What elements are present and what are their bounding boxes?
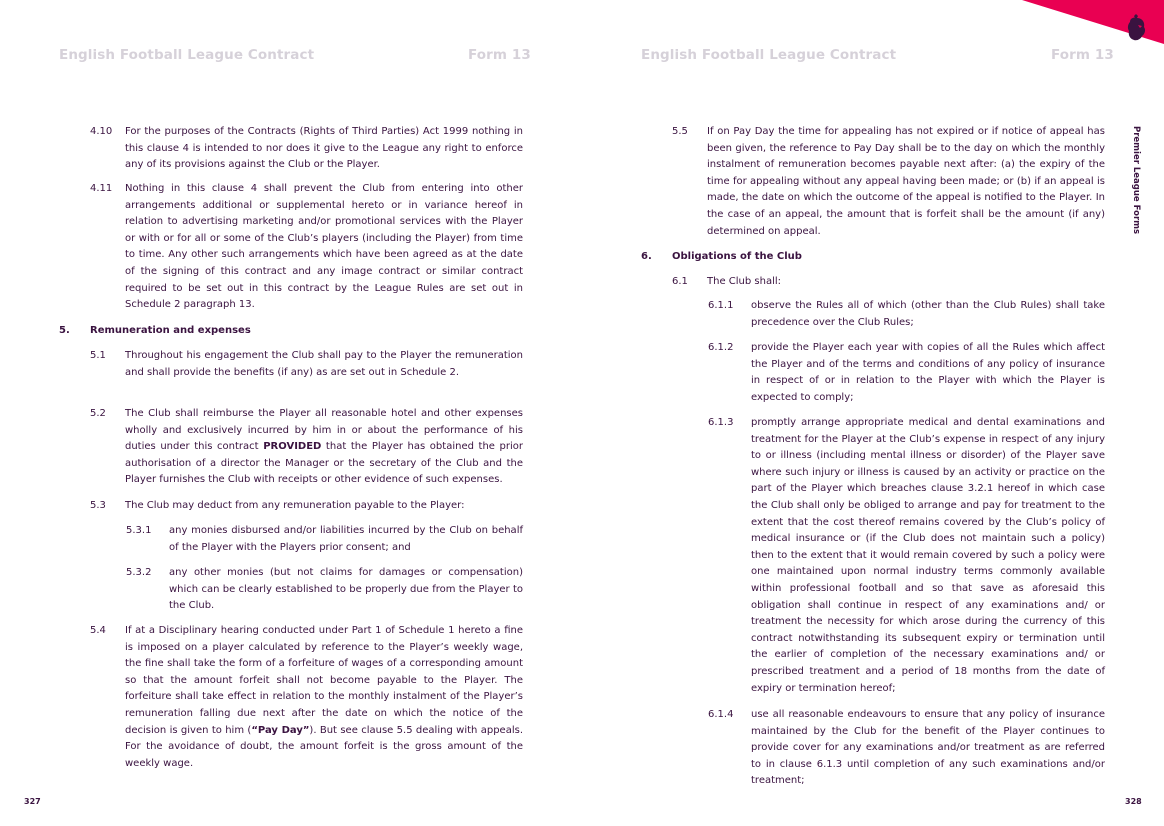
section-number: 5. [59, 325, 70, 336]
clause-4-10 [90, 124, 523, 174]
clause-5-3-2 [126, 565, 523, 615]
clause-number: 5.4 [90, 625, 106, 636]
premier-league-lion-icon [1124, 14, 1148, 42]
clause-number: 4.10 [90, 126, 113, 137]
section-number: 6. [641, 251, 652, 262]
clause-5-4 [90, 623, 523, 772]
clause-number: 6.1.1 [708, 300, 734, 311]
clause-text: The Club shall reimburse the Player all reasonable hotel and other expenses wholly and exclusively incurred by him in or about the performance of his duties under this contract PROVIDED that the Player has obtained the prior authorisation of a director the Manager or the secretary of the Club and the Player furnishes the Club with receipts or other evidence of such expenses. [125, 408, 523, 486]
clause-4-11 [90, 181, 523, 314]
clause-text: provide the Player each year with copies of all the Rules which affect the Player and of the terms and conditions of any policy of insurance in respect of or in relation to the Player with which the Player is expected to comply; [751, 342, 1105, 403]
clause-text: If on Pay Day the time for appealing has not expired or if notice of appeal has been given, the reference to Pay Day shall be to the day on which the monthly instalment of remuneration becomes payable next after: (a) the expiry of the time for appealing without any appeal having been made; or (b) if an appeal is made, the date on which the outcome of the appeal is notified to the Player. In the case of an appeal, the amount that is forfeit shall be the amount (if any) determined on appeal. [707, 126, 1105, 237]
clause-5-2 [90, 406, 523, 489]
clause-text: Throughout his engagement the Club shall pay to the Player the remuneration and shall provide the benefits (if any) as are set out in Schedule 2. [125, 350, 523, 378]
clause-text: The Club shall: [707, 276, 782, 287]
clause-number: 6.1.2 [708, 342, 734, 353]
clause-text: If at a Disciplinary hearing conducted under Part 1 of Schedule 1 hereto a fine is imposed on a player calculated by reference to the Player’s weekly wage, the fine shall take the form of a forfeiture of wages of a corresponding amount so that the amount forfeit shall not become payable to the Player. The forfeiture shall take effect in relation to the monthly instalment of the Player’s remuneration falling due next after the date on which the notice of the decision is given to him (“Pay Day”). But see clause 5.5 dealing with appeals. For the avoidance of doubt, the amount forfeit is the gross amount of the weekly wage. [125, 625, 523, 769]
page-number-left: 327 [24, 797, 41, 806]
left-header-title: English Football League Contract [59, 47, 315, 63]
clause-text: The Club may deduct from any remuneration payable to the Player: [125, 500, 465, 511]
clause-text: use all reasonable endeavours to ensure that any policy of insurance maintained by the Club for the benefit of the Player continues to provide cover for any examinations and/or treatment as are referred to in clause 6.1.3 until completion of any such examinations and/or treatment; [751, 709, 1105, 787]
sidebar-label: Premier League Forms [1131, 126, 1141, 235]
clause-6-1-1 [708, 298, 1105, 331]
page-number-right: 328 [1125, 797, 1142, 806]
section-5-heading [59, 323, 523, 340]
clause-number: 6.1.3 [708, 417, 734, 428]
clause-5-3-1 [126, 523, 523, 556]
clause-text: any other monies (but not claims for damages or compensation) which can be clearly established to be properly due from the Player to the Club. [169, 567, 523, 612]
clause-number: 5.3.2 [126, 567, 152, 578]
section-title: Remuneration and expenses [90, 325, 251, 336]
section-title: Obligations of the Club [672, 251, 802, 262]
clause-5-3 [90, 498, 523, 515]
clause-text: any monies disbursed and/or liabilities incurred by the Club on behalf of the Player with the Players prior consent; and [169, 525, 523, 553]
clause-6-1-4 [708, 707, 1105, 790]
clause-number: 5.5 [672, 126, 688, 137]
clause-number: 5.2 [90, 408, 106, 419]
clause-6-1 [672, 274, 1105, 291]
clause-text: Nothing in this clause 4 shall prevent the Club from entering into other arrangements additional or supplemental hereto or in variance hereof in relation to advertising marketing and/or promotional services with the Player or with or for all or some of the Club’s players (including the Player) from time to time. Any other such arrangements which have been agreed as at the date of the signing of this contract and any image contract or similar contract required to be set out in this contract by the League Rules are set out in Schedule 2 paragraph 13. [125, 183, 523, 311]
right-header-form: Form 13 [1051, 47, 1114, 63]
clause-number: 5.1 [90, 350, 106, 361]
left-header-form: Form 13 [468, 47, 531, 63]
clause-number: 6.1 [672, 276, 688, 287]
clause-6-1-2 [708, 340, 1105, 406]
clause-6-1-3 [708, 415, 1105, 697]
clause-number: 6.1.4 [708, 709, 734, 720]
section-6-heading [641, 249, 1105, 266]
clause-text: For the purposes of the Contracts (Rights of Third Parties) Act 1999 nothing in this clause 4 is intended to nor does it give to the League any right to enforce any of its provisions against the Club or the Player. [125, 126, 523, 171]
clause-5-5 [672, 124, 1105, 240]
clause-number: 5.3.1 [126, 525, 152, 536]
clause-number: 4.11 [90, 183, 113, 194]
right-header-title: English Football League Contract [641, 47, 897, 63]
clause-5-1 [90, 348, 523, 381]
clause-text: promptly arrange appropriate medical and dental examinations and treatment for the Player at the Club’s expense in respect of any injury to or illness (including mental illness or disorder) of the Player save where such injury or illness is caused by an activity or practice on the part of the Player which breaches clause 3.2.1 hereof in which case the Club shall only be obliged to arrange and pay for treatment to the extent that the cost thereof remains covered by the Club’s policy of medical insurance or (if the Club does not maintain such a policy) then to the extent that it would remain covered by such a policy were one maintained upon normal industry terms commonly available within professional football and so that save as aforesaid this obligation shall continue in respect of any examinations and/ or treatment the necessity for which arose during the currency of this contract notwithstanding its subsequent expiry or termination until the earlier of completion of the necessary examinations and/ or prescribed treatment and a period of 18 months from the date of expiry or termination hereof; [751, 417, 1105, 694]
clause-text: observe the Rules all of which (other than the Club Rules) shall take precedence over the Club Rules; [751, 300, 1105, 328]
clause-number: 5.3 [90, 500, 106, 511]
